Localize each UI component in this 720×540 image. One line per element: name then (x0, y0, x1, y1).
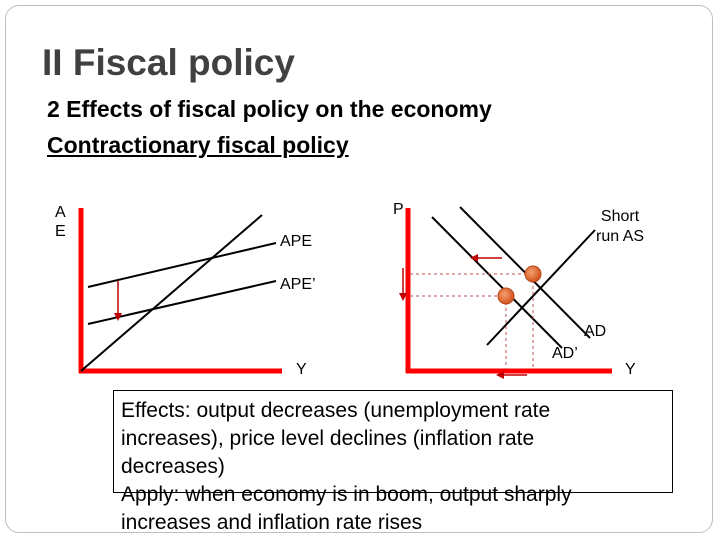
equilibrium-point-new (498, 288, 514, 304)
equilibrium-point-original (525, 266, 541, 282)
left-y-axis-label (55, 203, 69, 241)
ad-prime-label: AD’ (552, 345, 578, 362)
ad-label: AD (584, 323, 607, 340)
effects-text (121, 397, 681, 537)
ape-prime-line (88, 281, 276, 324)
short-run-as-label (596, 207, 644, 247)
subtitle: 2 Effects of fiscal policy on the economy (47, 96, 492, 122)
right-x-axis-label: Y (625, 361, 636, 378)
ape-line (88, 243, 276, 287)
left-x-axis-label: Y (296, 361, 307, 378)
short-run-as-label-line: Short (600, 208, 640, 225)
short-run-as-label-line: run AS (596, 228, 645, 245)
ape-prime-label: APE’ (280, 276, 316, 293)
left-diagram (79, 208, 282, 373)
effects-line: Effects: output decreases (unemployment rate (121, 399, 551, 422)
apply-line: increases and inflation rate rises (121, 511, 423, 534)
apply-line: Apply: when economy is in boom, output sharply (121, 483, 572, 506)
right-y-axis-label: P (393, 201, 404, 218)
effects-line: decreases) (121, 455, 225, 478)
left-y-axis-label-line: A (55, 204, 66, 221)
slide-title: II Fiscal policy (42, 42, 295, 83)
effects-line: increases), price level declines (inflation rate (121, 427, 535, 450)
left-y-axis-label-line: E (55, 223, 66, 240)
ad-prime-curve (432, 217, 562, 348)
right-diagram (403, 207, 612, 375)
section-heading: Contractionary fiscal policy (47, 132, 349, 158)
ape-label: APE (280, 233, 313, 250)
diagonal-45-line (81, 215, 262, 371)
